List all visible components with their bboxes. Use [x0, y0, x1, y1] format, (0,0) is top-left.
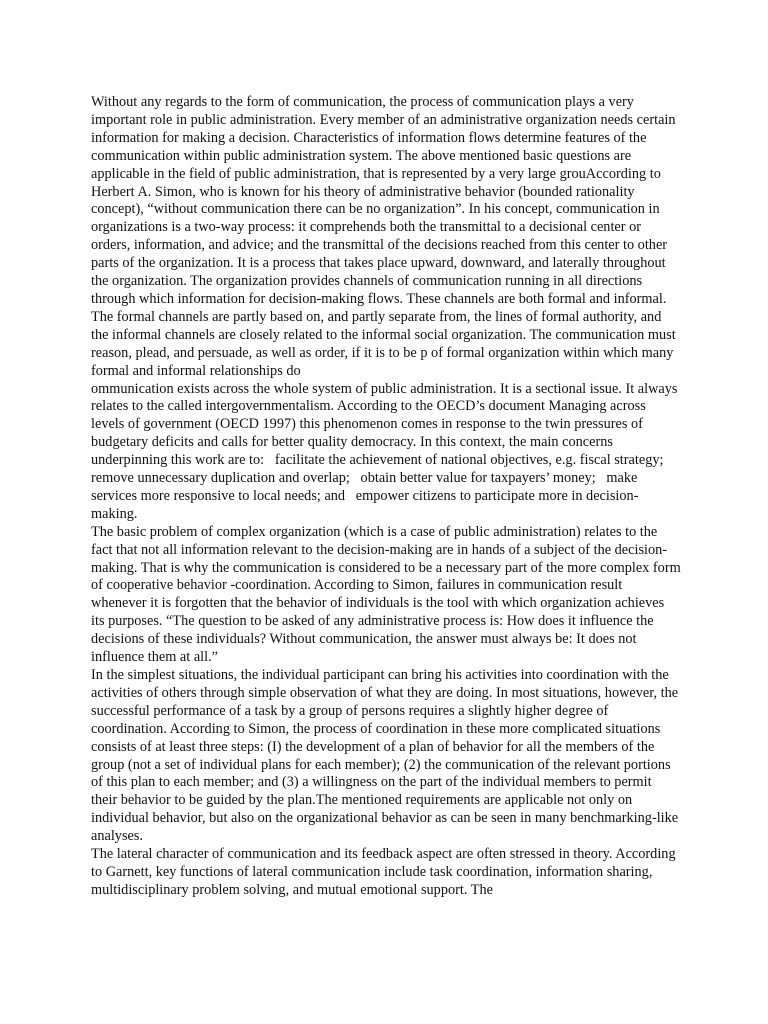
paragraph: The basic problem of complex organization (which is a case of public administration) relates to the fact that not all information relevant to the decision-making are in hands of a subject of the decision-making. That is why the communication is considered to be a necessary part of the more complex form of cooperative behavior -coordination. According to Simon, failures in communication result whenever it is forgotten that the behavior of individuals is the tool with which organization achieves its purposes. “The question to be asked of any administrative process is: How does it influence the decisions of these individuals? Without communication, the answer must always be: It does not influence them at all.” — [91, 523, 685, 666]
document-body — [91, 94, 685, 900]
paragraph: The lateral character of communication and its feedback aspect are often stressed in theory. According to Garnett, key functions of lateral communication include task coordination, information sharing, multidisciplinary problem solving, and mutual emotional support. The — [91, 846, 680, 898]
paragraph: Without any regards to the form of communication, the process of communication plays a very important role in public administration. Every member of an administrative organization needs certain information for making a decision. Characteristics of information flows determine features of the communication within public administration system. The above mentioned basic questions are applicable in the field of public administration, that is represented by a very large grouAccording to Herbert A. Simon, who is known for his theory of administrative behavior (bounded rationality concept), “without communication there can be no organization”. In his concept, communication in organizations is a two-way process: it comprehends both the transmittal to a decisional center or orders, information, and advice; and the transmittal of the decisions reached from this center to other parts of the organization. It is a process that takes place upward, downward, and laterally throughout the organization. The organization provides channels of communication running in all directions through which information for decision-making flows. These channels are both formal and informal. The formal channels are partly based on, and partly separate from, the lines of formal authority, and the informal channels are closely related to the informal social organization. The communication must reason, plead, and persuade, as well as order, if it is to be p of formal organization within which many formal and informal relationships do — [91, 94, 680, 379]
paragraph: In the simplest situations, the individual participant can bring his activities into coordination with the activities of others through simple observation of what they are doing. In most situations, however, the successful performance of a task by a group of persons requires a slightly higher degree of coordination. According to Simon, the process of coordination in these more complicated situations consists of at least three steps: (I) the development of a plan of behavior for all the members of the group (not a set of individual plans for each member); (2) the communication of the relevant portions of this plan to each member; and (3) a willingness on the part of the individual members to permit their behavior to be guided by the plan.The mentioned requirements are applicable not only on individual behavior, but also on the organizational behavior as can be seen in many benchmarking-like analyses. — [91, 667, 682, 845]
paragraph: ommunication exists across the whole system of public administration. It is a sectional issue. It always relates to the called intergovernmentalism. According to the OECD’s document Managing across levels of government (OECD 1997) this phenomenon comes in response to the twin pressures of budgetary deficits and calls for better quality democracy. In this context, the main concerns underpinning this work are to: facilitate the achievement of national objectives, e.g. fiscal strategy; remove unnecessary duplication and overlap; obtain better value for taxpayers’ money; make services more responsive to local needs; and empower citizens to participate more in decision-making. — [91, 380, 682, 522]
